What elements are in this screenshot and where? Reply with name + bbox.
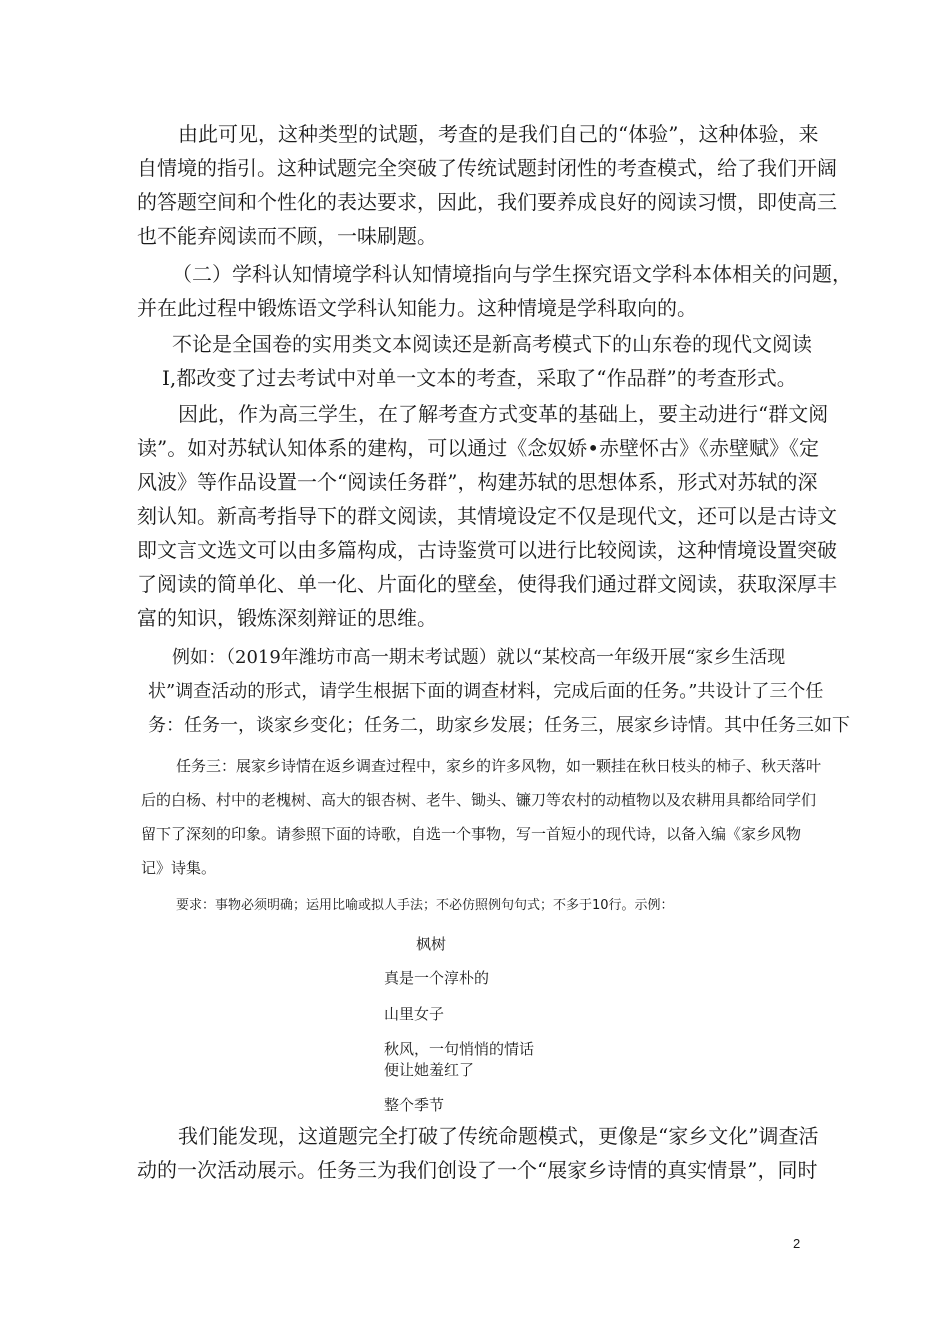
paragraph-6-line-2: 动的一次活动展示。任务三为我们创设了一个“展家乡诗情的真实情景”，同时 (137, 1158, 818, 1182)
page-number: 2 (793, 1236, 801, 1251)
paragraph-5-line-1: 例如：（2019年潍坊市高一期末考试题）就以“某校高一年级开展“家乡生活现 (172, 647, 786, 668)
paragraph-5-line-3: 务：任务一，谈家乡变化；任务二，助家乡发展；任务三，展家乡诗情。其中任务三如下 (148, 715, 850, 736)
requirement-line: 要求：事物必须明确；运用比喻或拟人手法；不必仿照例句句式；不多于10行。示例： (176, 898, 674, 913)
paragraph-4-line-4: 刻认知。新高考指导下的群文阅读，其情境设定不仅是现代文，还可以是古诗文 (137, 504, 837, 528)
poem-line-3: 秋风，一句悄悄的情话 (384, 1040, 535, 1058)
paragraph-4-line-3: 风波》等作品设置一个“阅读任务群”，构建苏轼的思想体系，形式对苏轼的深 (137, 470, 818, 494)
task-line-3: 留下了深刻的印象。请参照下面的诗歌，自选一个事物，写一首短小的现代诗，以备入编《家乡风物 (141, 825, 802, 843)
paragraph-1-line-1: 由此可见，这种类型的试题，考查的是我们自己的“体验”，这种体验，来 (178, 122, 819, 146)
paragraph-5-line-2: 状”调查活动的形式，请学生根据下面的调查材料，完成后面的任务。”共设计了三个任 (148, 681, 824, 702)
paragraph-3-line-1: 不论是全国卷的实用类文本阅读还是新高考模式下的山东卷的现代文阅读 (172, 332, 812, 356)
paragraph-1-line-2: 自情境的指引。这种试题完全突破了传统试题封闭性的考查模式，给了我们开阔 (137, 156, 837, 180)
paragraph-6-line-1: 我们能发现，这道题完全打破了传统命题模式，更像是“家乡文化”调查活 (178, 1124, 819, 1148)
paragraph-4-line-5: 即文言文选文可以由多篇构成，古诗鉴赏可以进行比较阅读，这种情境设置突破 (137, 538, 837, 562)
poem-line-2: 山里女子 (384, 1005, 445, 1023)
paragraph-4-line-1: 因此，作为高三学生，在了解考查方式变革的基础上，要主动进行“群文阅 (178, 402, 829, 426)
paragraph-1-line-3: 的答题空间和个性化的表达要求，因此，我们要养成良好的阅读习惯，即使高三 (137, 190, 837, 214)
task-line-4: 记》诗集。 (141, 859, 217, 877)
poem-line-1: 真是一个淳朴的 (384, 969, 490, 987)
paragraph-2-line-1: （二）学科认知情境学科认知情境指向与学生探究语文学科本体相关的问题， (172, 262, 852, 286)
task-line-1: 任务三：展家乡诗情在返乡调查过程中，家乡的许多风物，如一颗挂在秋日枝头的柿子、秋天落叶 (176, 757, 822, 775)
poem-title: 枫树 (416, 935, 447, 953)
poem-line-4: 便让她羞红了 (384, 1061, 475, 1079)
paragraph-4-line-6: 了阅读的简单化、单一化、片面化的壁垒，使得我们通过群文阅读，获取深厚丰 (137, 572, 837, 596)
paragraph-3-line-2: I,都改变了过去考试中对单一文本的考查，采取了“作品群”的考查形式。 (162, 366, 797, 390)
paragraph-2-line-2: 并在此过程中锻炼语文学科认知能力。这种情境是学科取向的。 (137, 296, 697, 320)
paragraph-4-line-7: 富的知识，锻炼深刻辩证的思维。 (137, 606, 437, 630)
task-line-2: 后的白杨、村中的老槐树、高大的银杏树、老牛、锄头、镰刀等农村的动植物以及农耕用具都给同学们 (141, 791, 817, 809)
paragraph-4-line-2: 读”。如对苏轼认知体系的建构，可以通过《念奴娇•赤壁怀古》《赤壁赋》《定 (137, 436, 820, 460)
paragraph-1-line-4: 也不能弃阅读而不顾，一味刷题。 (137, 224, 437, 248)
poem-line-5: 整个季节 (384, 1096, 445, 1114)
